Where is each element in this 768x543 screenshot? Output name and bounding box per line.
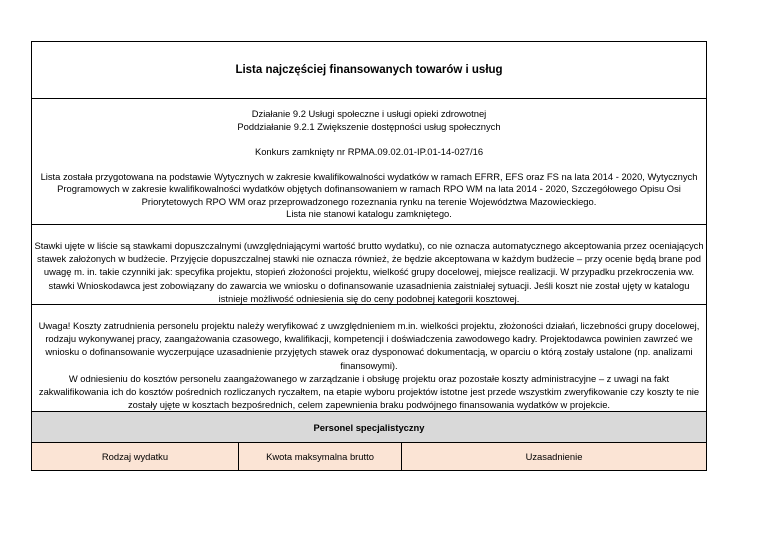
disclaimer-line: uwagę m. in. takie czynniki jak: specyfika projektu, stopień złożoności projektu, wielkość grupy docelowej, miejsce realizacji. W przypadku przekroczenia ww. xyxy=(43,266,695,278)
section-title: Personel specjalistyczny xyxy=(313,421,425,433)
header-label: Rodzaj wydatku xyxy=(101,451,169,462)
note-line: finansowymi). xyxy=(340,359,398,371)
disclaimer-line: stawki Wnioskodawca jest zobowiązany do zawarcia we wniosku o dofinansowanie uzasadnienia zaistniałej sytuacji. Jeśli koszt nie został ujęty w katalogu xyxy=(48,279,690,291)
note-line: rodzaju wykonywanej pracy, zaangażowania czasowego, kwalifikacji, kompetencji i doświadczenia zawodowego kadry. Projektodawca powinien zawrzeć we xyxy=(45,333,693,345)
header-cell-max-amount xyxy=(239,443,402,470)
contest-line: Konkurs zamknięty nr RPMA.09.02.01-IP.01-14-027/16 xyxy=(254,146,484,157)
section-header-row xyxy=(32,412,706,443)
document-title: Lista najczęściej finansowanych towarów i usług xyxy=(235,64,503,76)
note-line: W odniesieniu do kosztów personelu zaangażowanego w zarządzanie i obsługę projektu oraz pozostałe koszty administracyjne – z uwagi na fakt xyxy=(68,372,670,384)
program-info-block xyxy=(32,99,706,225)
note-line: Uwaga! Koszty zatrudnienia personelu projektu należy weryfikować z uwzględnieniem m.in. wielkości projektu, złożoności działań, liczebności grupy docelowej, xyxy=(38,320,700,331)
header-cell-justification xyxy=(402,443,706,470)
basis-line: Lista nie stanowi katalogu zamkniętego. xyxy=(286,208,452,219)
header-cell-expense-type xyxy=(32,443,239,470)
table-header-row xyxy=(32,443,706,470)
basis-line: Priorytetowych RPO WM oraz przeprowadzonego rozeznania rynku na terenie Województwa Mazowieckiego. xyxy=(141,195,597,207)
note-line: zakwalifikowania ich do kosztów pośrednich rozliczanych ryczałtem, na etapie wyboru projektów istotne jest przede wszystkim zweryfikowanie czy koszty te nie xyxy=(38,386,700,398)
document-table xyxy=(31,41,707,471)
action-line: Działanie 9.2 Usługi społeczne i usługi opieki zdrowotnej xyxy=(251,108,487,119)
document-title-row xyxy=(32,42,706,99)
disclaimer-line: Stawki ujęte w liście są stawkami dopuszczalnymi (uwzględniającymi wartość brutto wydatku), co nie oznacza automatycznego akceptowania przez oceniających xyxy=(34,240,704,251)
note-line: wniosku o dofinansowanie wyczerpujące uzasadnienie przyjętych stawek oraz dysponować dokumentacją, w oparciu o którą zostały ustalone (np. analizami xyxy=(45,346,693,358)
personnel-note-block xyxy=(32,305,706,412)
header-label: Kwota maksymalna brutto xyxy=(266,451,374,462)
note-line: zostały ujęte w kosztach bezpośrednich, celem zapewnienia braku podwójnego finansowania wydatków w projekcie. xyxy=(127,399,611,411)
header-label: Uzasadnienie xyxy=(525,451,583,462)
basis-line: Lista została przygotowana na podstawie Wytycznych w zakresie kwalifikowalności wydatków w ramach EFRR, EFS oraz FS na lata 2014 - 2020, Wytycznych xyxy=(40,170,698,182)
disclaimer-line: stawek założonych w budżecie. Przyjęcie dopuszczalnej stawki nie oznacza również, że będzie akceptowana w każdym budżecie – przy ocenie będą brane pod xyxy=(37,253,701,265)
subaction-line: Poddziałanie 9.2.1 Zwiększenie dostępności usług społecznych xyxy=(237,120,501,132)
rates-disclaimer-block xyxy=(32,225,706,305)
disclaimer-line: istnieje możliwość odniesienia się do ceny podobnej kategorii kosztowej. xyxy=(218,292,520,304)
basis-line: Programowych w zakresie kwalifikowalności wydatków objętych dofinansowaniem w ramach RPO WM na lata 2014 - 2020, Szczegółowego Opisu Osi xyxy=(57,183,681,194)
